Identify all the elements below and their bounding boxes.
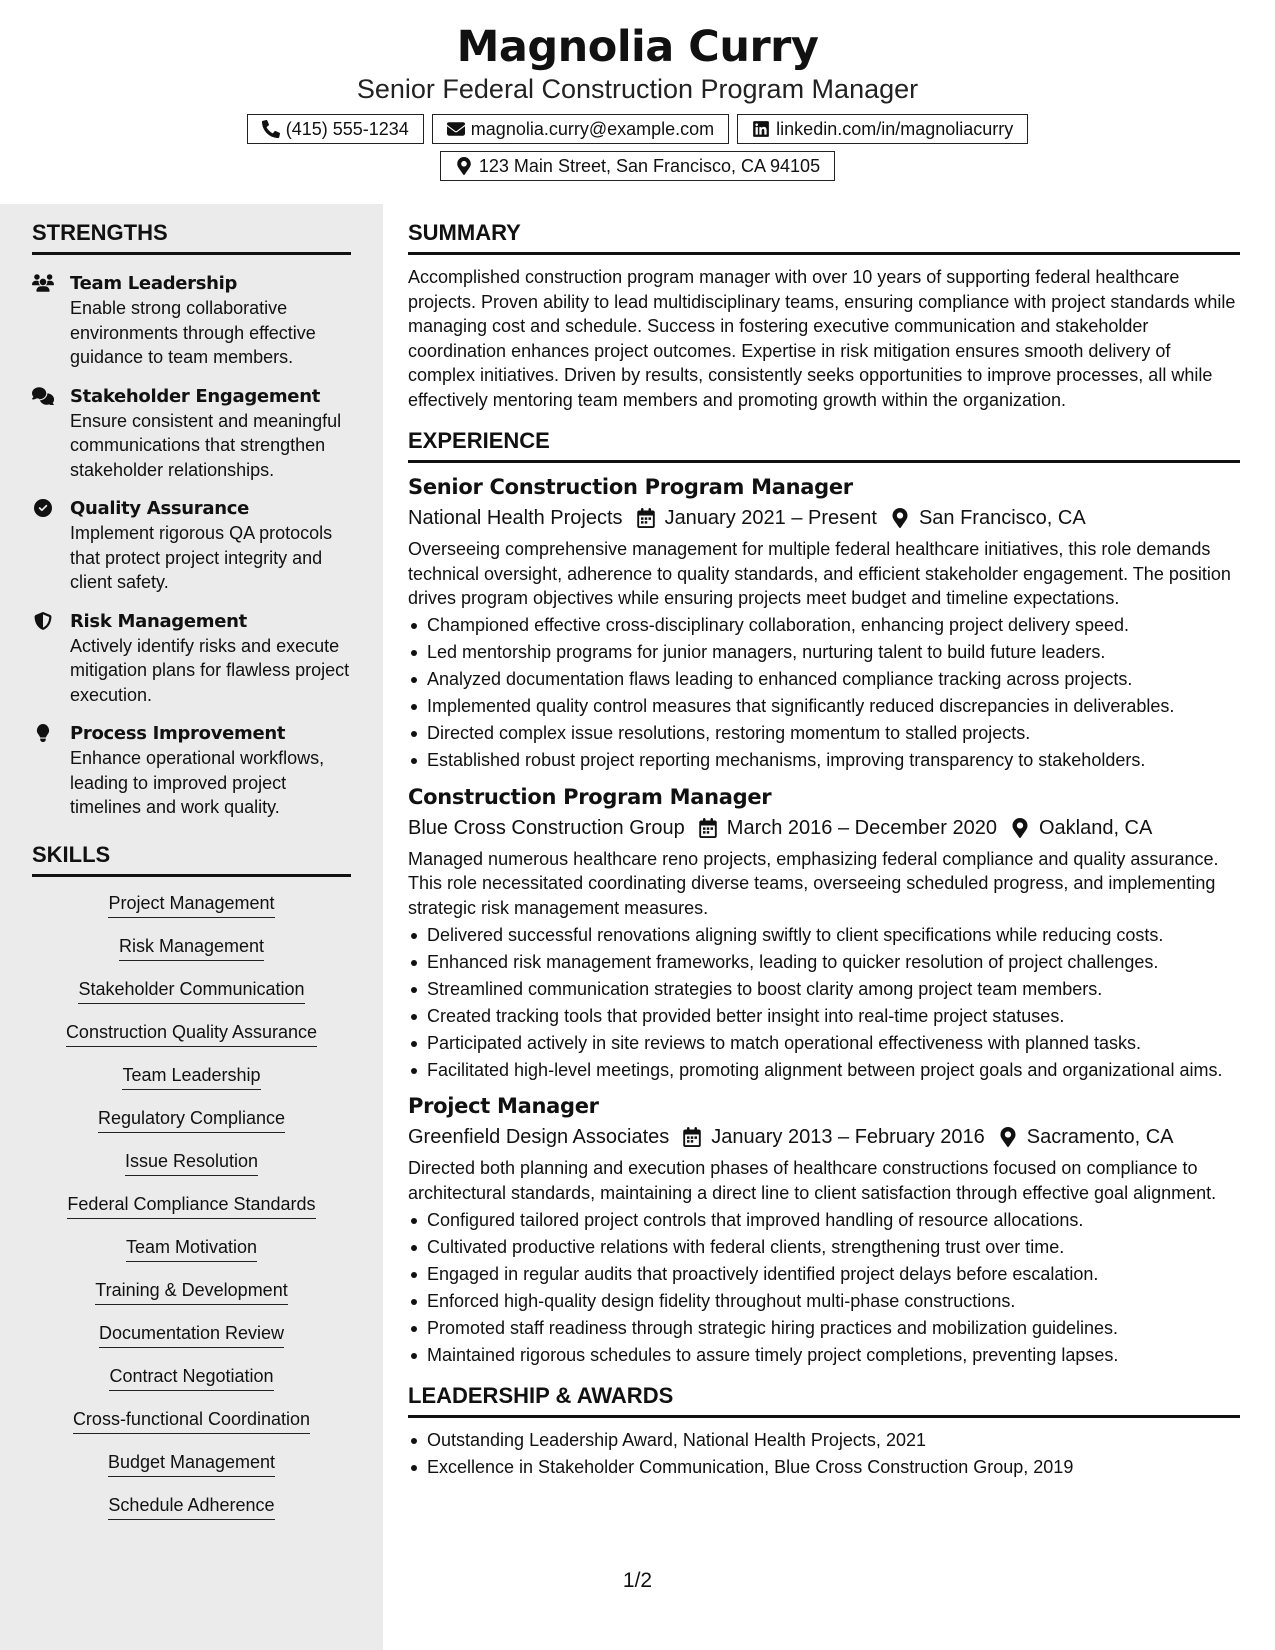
experience-heading: EXPERIENCE: [408, 428, 1240, 463]
job-company: Blue Cross Construction Group: [408, 816, 685, 839]
skill-tag: Documentation Review: [99, 1321, 284, 1348]
bullet-item: Engaged in regular audits that proactively identified project delays before escalation.: [408, 1262, 1240, 1287]
summary-heading: SUMMARY: [408, 220, 1240, 255]
job-title: Senior Construction Program Manager: [408, 475, 853, 499]
skill-tag: Team Motivation: [126, 1235, 257, 1262]
award-item: Outstanding Leadership Award, National Health Projects, 2021: [408, 1428, 1240, 1453]
bullet-item: Participated actively in site reviews to match operational effectiveness with planned tasks.: [408, 1031, 1240, 1056]
map-pin-icon: [1011, 818, 1029, 838]
envelope-icon: [447, 120, 465, 138]
job-bullets: [408, 613, 1240, 773]
strength-title: Quality Assurance: [70, 498, 249, 519]
awards-list: [408, 1428, 1240, 1480]
skill-tag: Construction Quality Assurance: [66, 1020, 317, 1047]
job-bullets: [408, 923, 1240, 1083]
job-dates: March 2016 – December 2020: [726, 816, 997, 839]
strength-desc: Enhance operational workflows, leading to improved project timelines and work quality.: [70, 748, 325, 817]
address-text: 123 Main Street, San Francisco, CA 94105: [478, 155, 821, 176]
job-location: Oakland, CA: [1038, 816, 1153, 839]
email-text: magnolia.curry@example.com: [470, 118, 715, 139]
calendar-icon: [683, 1127, 701, 1147]
strength-desc: Enable strong collaborative environments through effective guidance to team members.: [70, 298, 316, 367]
job-description: Overseeing comprehensive management for multiple federal healthcare initiatives, this role demands technical oversight, adherence to quality standards, and efficient stakeholder engagement. The position drives program objectives while ensuring projects meet budget and timeline expectations.: [408, 539, 1231, 608]
skills-list: [32, 891, 351, 1520]
award-item: Excellence in Stakeholder Communication, Blue Cross Construction Group, 2019: [408, 1455, 1240, 1480]
bullet-item: Established robust project reporting mechanisms, improving transparency to stakeholders.: [408, 748, 1240, 773]
job-description: Directed both planning and execution phases of healthcare constructions focused on compliance to architectural standards, maintaining a direct line to client satisfaction through effective goal alignment.: [408, 1158, 1217, 1203]
main-content: [408, 204, 1240, 1480]
summary-text: Accomplished construction program manager with over 10 years of supporting federal healthcare projects. Proven ability to lead multidisciplinary teams, ensuring compliance with project standards while managing cost and schedule. Success in fostering executive communication and stakeholder coordination enhances project outcomes. Expertise in risk mitigation ensures smooth delivery of complex initiatives. Driven by results, consistently seeks opportunities to improve processes, all while effectively mentoring team members and promoting growth within the organization.: [408, 267, 1236, 410]
bullet-item: Facilitated high-level meetings, promoting alignment between project goals and organizational aims.: [408, 1058, 1240, 1083]
map-pin-icon: [999, 1127, 1017, 1147]
bullet-item: Enforced high-quality design fidelity throughout multi-phase constructions.: [408, 1289, 1240, 1314]
strength-title: Team Leadership: [70, 273, 238, 294]
strength-title: Stakeholder Engagement: [70, 385, 321, 407]
map-pin-icon: [891, 508, 909, 528]
skill-tag: Budget Management: [108, 1450, 275, 1477]
awards-heading: LEADERSHIP & AWARDS: [408, 1383, 1240, 1418]
strength-item: [32, 271, 351, 370]
strength-title: Process Improvement: [70, 723, 286, 744]
strength-desc: Implement rigorous QA protocols that protect project integrity and client safety.: [70, 523, 333, 592]
job-meta: [408, 1122, 1240, 1152]
linkedin-icon: [752, 120, 770, 138]
strength-item: [32, 496, 351, 595]
job-description: Managed numerous healthcare reno projects, emphasizing federal compliance and quality assurance. This role necessitated coordinating diverse teams, overseeing scheduled progress, and implementing strategic risk management measures.: [408, 848, 1219, 918]
skill-tag: Training & Development: [95, 1278, 287, 1305]
comments-icon: [32, 387, 54, 405]
bullet-item: Implemented quality control measures that significantly reduced discrepancies in deliverables.: [408, 694, 1240, 719]
job-entry: [408, 783, 1240, 1083]
shield-icon: [32, 612, 54, 630]
job-dates: January 2013 – February 2016: [711, 1126, 985, 1148]
job-company: Greenfield Design Associates: [408, 1126, 670, 1148]
bullet-item: Configured tailored project controls that improved handling of resource allocations.: [408, 1208, 1240, 1233]
job-meta: [408, 503, 1240, 533]
job-dates: January 2021 – Present: [664, 507, 877, 529]
page-indicator: 1/2: [622, 1569, 653, 1592]
bullet-item: Maintained rigorous schedules to assure timely project completions, preventing lapses.: [408, 1343, 1240, 1368]
skill-tag: Contract Negotiation: [109, 1364, 273, 1391]
phone-icon: [262, 120, 280, 138]
job-meta: [408, 813, 1240, 843]
strengths-heading: STRENGTHS: [32, 220, 351, 255]
linkedin-text: linkedin.com/in/magnoliacurry: [776, 118, 1014, 139]
skill-tag: Schedule Adherence: [108, 1493, 274, 1520]
contact-row-address: [0, 151, 1275, 181]
candidate-name: Magnolia Curry: [456, 22, 819, 72]
strength-item: [32, 609, 351, 708]
calendar-icon: [699, 818, 717, 838]
candidate-title: Senior Federal Construction Program Manager: [356, 74, 919, 104]
skill-tag: Project Management: [108, 891, 274, 918]
bullet-item: Directed complex issue resolutions, restoring momentum to stalled projects.: [408, 721, 1240, 746]
job-title: Construction Program Manager: [408, 784, 772, 809]
bullet-item: Analyzed documentation flaws leading to enhanced compliance tracking across projects.: [408, 667, 1240, 692]
users-icon: [32, 274, 54, 292]
bullet-item: Streamlined communication strategies to boost clarity among project team members.: [408, 977, 1240, 1002]
bullet-item: Promoted staff readiness through strategic hiring practices and mobilization guidelines.: [408, 1316, 1240, 1341]
skill-tag: Risk Management: [119, 934, 264, 961]
bullet-item: Enhanced risk management frameworks, leading to quicker resolution of project challenges.: [408, 950, 1240, 975]
map-pin-icon: [455, 157, 473, 175]
job-company: National Health Projects: [408, 507, 623, 529]
address-contact: [440, 151, 835, 181]
skill-tag: Team Leadership: [122, 1063, 260, 1090]
bullet-item: Led mentorship programs for junior managers, nurturing talent to build future leaders.: [408, 640, 1240, 665]
skill-tag: Stakeholder Communication: [78, 977, 304, 1004]
skill-tag: Federal Compliance Standards: [67, 1192, 315, 1219]
strength-item: [32, 384, 351, 483]
skill-tag: Issue Resolution: [125, 1149, 258, 1176]
resume-header: [0, 0, 1275, 204]
strength-title: Risk Management: [70, 610, 247, 632]
skill-tag: Cross-functional Coordination: [73, 1407, 310, 1434]
bullet-item: Championed effective cross-disciplinary collaboration, enhancing project delivery speed.: [408, 613, 1240, 638]
skill-tag: Regulatory Compliance: [98, 1106, 285, 1133]
check-circle-icon: [32, 499, 54, 517]
job-location: San Francisco, CA: [918, 507, 1086, 529]
strength-desc: Actively identify risks and execute mitigation plans for flawless project execution.: [70, 635, 350, 705]
skills-heading: SKILLS: [32, 842, 351, 877]
job-title: Project Manager: [408, 1094, 599, 1118]
bullet-item: Delivered successful renovations aligning swiftly to client specifications while reducing costs.: [408, 923, 1240, 948]
phone-text: (415) 555-1234: [285, 118, 409, 139]
lightbulb-icon: [32, 724, 54, 742]
strengths-list: [32, 271, 351, 820]
job-entry: [408, 1092, 1240, 1367]
linkedin-contact[interactable]: [737, 114, 1028, 144]
strength-item: [32, 721, 351, 820]
job-bullets: [408, 1208, 1240, 1368]
bullet-item: Cultivated productive relations with federal clients, strengthening trust over time.: [408, 1235, 1240, 1260]
email-contact[interactable]: [432, 114, 729, 144]
sidebar: [0, 204, 383, 1650]
strength-desc: Ensure consistent and meaningful communications that strengthen stakeholder relationships.: [70, 410, 342, 480]
job-location: Sacramento, CA: [1026, 1126, 1174, 1148]
calendar-icon: [637, 508, 655, 528]
bullet-item: Created tracking tools that provided better insight into real-time project statuses.: [408, 1004, 1240, 1029]
phone-contact[interactable]: [247, 114, 424, 144]
job-entry: [408, 473, 1240, 773]
contact-row: [0, 114, 1275, 144]
